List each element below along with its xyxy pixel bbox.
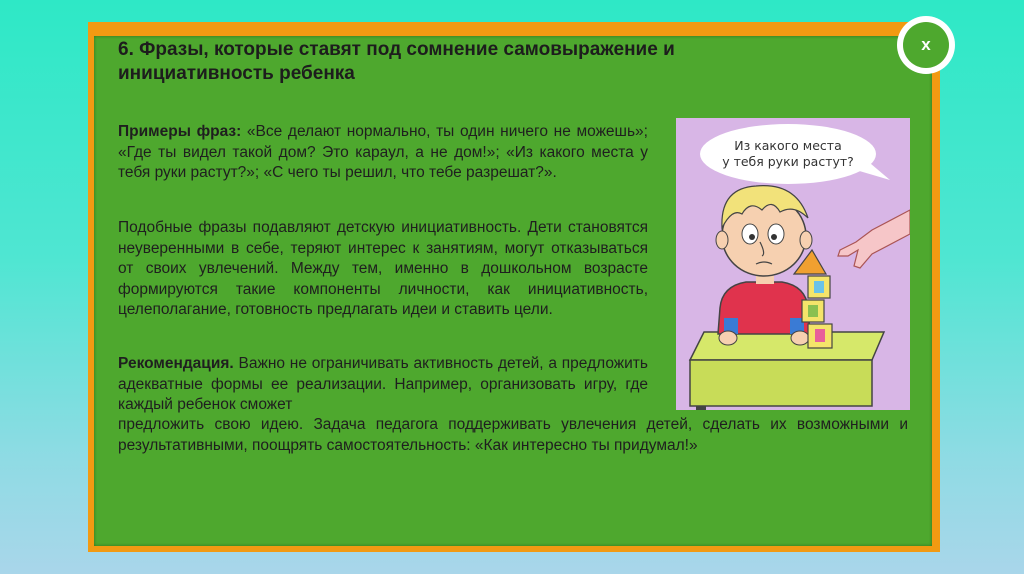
speech-bubble — [700, 124, 890, 184]
child-illustration — [676, 118, 910, 410]
close-button-ring[interactable] — [897, 16, 955, 74]
examples-paragraph — [118, 122, 648, 184]
boy — [716, 186, 812, 345]
illustration-svg — [676, 118, 910, 410]
recommendation-paragraph — [118, 354, 648, 416]
speech-bubble-line1: Из какого места — [734, 138, 842, 153]
recommendation-text: Важно не ограничивать активность детей, а предложить адекватные формы ее реализации. Например, организовать игру, где каждый ребенок сможет — [118, 355, 648, 413]
examples-label: Примеры фраз: — [118, 123, 242, 140]
recommendation-label: Рекомендация. — [118, 355, 234, 372]
table — [690, 332, 884, 410]
examples-text: «Все делают нормально, ты один ничего не можешь»; «Где ты видел такой дом? Это караул, а не дом!»; «Из какого места у тебя руки растут?»; «С чего ты решил, что тебе разрешат?». — [118, 123, 648, 181]
speech-bubble-line2: у тебя руки растут? — [722, 154, 854, 169]
pointing-hand — [838, 210, 910, 268]
slide-title: 6. Фразы, которые ставят под сомнение самовыражение и инициативность ребенка — [118, 39, 675, 84]
impact-paragraph: Подобные фразы подавляют детскую инициативность. Дети становятся неуверенными в себе, теряют интерес к занятиям, могут отказываться от своих увлечений. Между тем, именно в дошкольном возрасте формируются такие компоненты личности, как инициативность, целеполагание, готовность предлагать идеи и ставить цели. — [118, 219, 648, 318]
close-icon: x — [921, 35, 931, 54]
recommendation-continuation: предложить свою идею. Задача педагога поддерживать увлечения детей, сделать их возможными и результативными, поощрять самостоятельность: «Как интересно ты придумал!» — [118, 416, 908, 454]
close-button[interactable] — [903, 22, 949, 68]
